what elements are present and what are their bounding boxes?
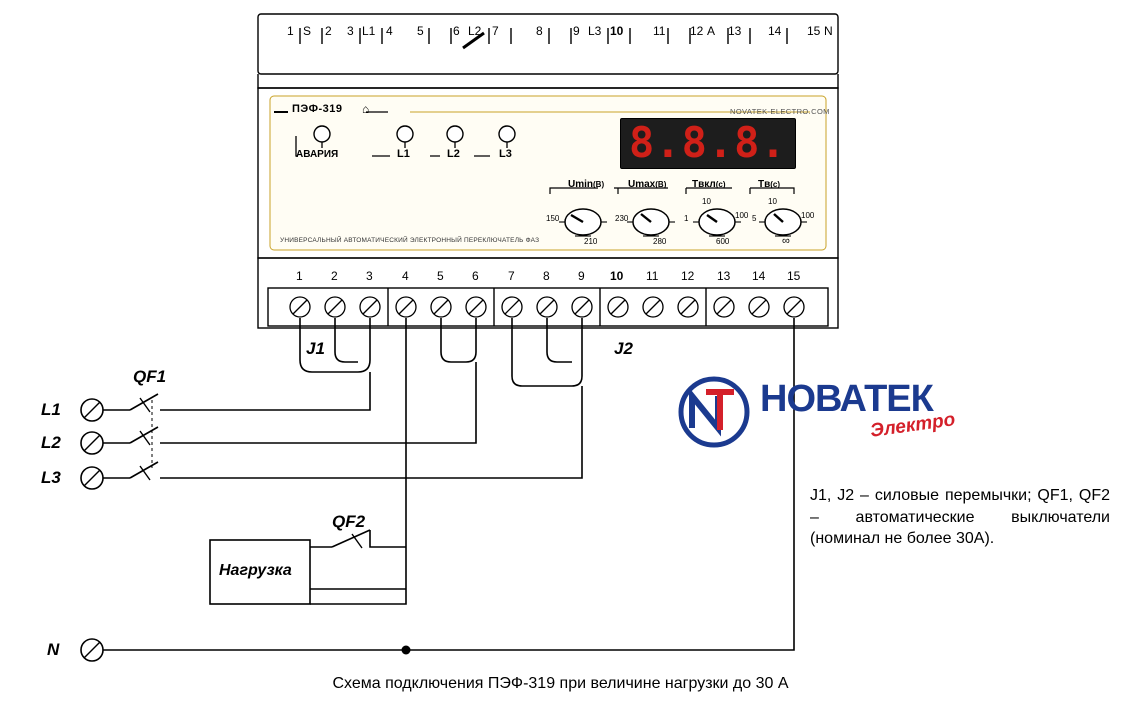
bottom-terminal-num-7: 7: [508, 269, 515, 283]
bottom-terminal-num-6: 6: [472, 269, 479, 283]
top-terminal-mark-l3: L3: [588, 24, 602, 38]
top-terminal-num-9: 9: [573, 24, 580, 38]
top-terminal-num-7: 7: [492, 24, 499, 38]
knob-scale-tvkl-mid2: 100: [735, 211, 749, 220]
top-terminal-num-10: 10: [610, 24, 624, 38]
alarm-label: АВАРИЯ: [296, 149, 339, 160]
top-terminal-num-6: 6: [453, 24, 460, 38]
top-terminal-mark-l1: L1: [362, 24, 376, 38]
bottom-terminal-num-1: 1: [296, 269, 303, 283]
logo-text-sub: Электро: [868, 409, 957, 442]
knob-scale-umin-max: 210: [584, 237, 598, 246]
knob-label-umin: [568, 180, 604, 190]
knob-name-tv: Tв: [758, 179, 771, 190]
top-terminal-mark-s: S: [303, 24, 312, 38]
knob-scale-tvkl-mid: 10: [702, 197, 711, 206]
line-label-l1: L1: [41, 400, 61, 419]
knob-scale-umax-max: 280: [653, 237, 667, 246]
device-footer-text: УНИВЕРСАЛЬНЫЙ АВТОМАТИЧЕСКИЙ ЭЛЕКТРОННЫЙ ПЕРЕКЛЮЧАТЕЛЬ ФАЗ: [280, 237, 540, 244]
bottom-terminal-num-15: 15: [787, 269, 801, 283]
top-terminal-num-12: 12: [690, 24, 704, 38]
bottom-terminal-num-4: 4: [402, 269, 409, 283]
led-label-l1: L1: [397, 148, 410, 160]
knob-unit-umin: (В): [593, 180, 605, 189]
qf1-breaker: [103, 394, 158, 480]
knob-scale-tv-mid2: 100: [801, 211, 815, 220]
bottom-terminal-num-10: 10: [610, 269, 624, 283]
jumper-label-j1: J1: [306, 339, 325, 358]
knob-scale-umin-min: 150: [546, 214, 560, 223]
line-label-l2: L2: [41, 433, 61, 452]
top-terminal-num-2: 2: [325, 24, 332, 38]
top-terminal-mark-n: N: [824, 24, 833, 38]
top-terminal-num-13: 13: [728, 24, 742, 38]
knob-unit-tvkl: (с): [715, 180, 726, 189]
top-terminal-mark-a: A: [707, 24, 716, 38]
knob-label-umax: [628, 180, 666, 190]
knob-name-tvkl: Tвкл: [692, 179, 716, 190]
top-terminal-num-14: 14: [768, 24, 782, 38]
line-label-n: N: [47, 640, 60, 659]
bottom-terminal-num-11: 11: [646, 269, 659, 283]
display-value: 8.8.8.: [629, 118, 787, 167]
top-terminal-num-3: 3: [347, 24, 354, 38]
bottom-terminal-num-2: 2: [331, 269, 338, 283]
novatek-logo: [672, 370, 1002, 460]
knob-scale-tv-min: 5: [752, 214, 757, 223]
figure-caption: Схема подключения ПЭФ-319 при величине нагрузки до 30 А: [332, 675, 789, 692]
brand-url: NOVATEK-ELECTRO.COM: [730, 107, 830, 116]
breaker-label-qf2: QF2: [332, 512, 366, 531]
seven-segment-display: [620, 118, 796, 169]
junction-dot: [402, 646, 411, 655]
top-terminal-num-8: 8: [536, 24, 543, 38]
knob-label-tvkl: [692, 180, 726, 190]
knob-scale-tv-mid: 10: [768, 197, 777, 206]
knob-scale-tvkl-min: 1: [684, 214, 689, 223]
top-terminal-num-4: 4: [386, 24, 393, 38]
source-terminals: [81, 399, 103, 661]
knob-scale-tv-max: ∞: [782, 235, 790, 247]
knob-label-tv: [758, 180, 780, 190]
jumper-label-j2: J2: [614, 339, 633, 358]
bottom-terminal-num-9: 9: [578, 269, 585, 283]
top-terminal-mark-l2: L2: [468, 24, 482, 38]
bottom-terminal-num-8: 8: [543, 269, 550, 283]
knob-scale-tvkl-max: 600: [716, 237, 730, 246]
knob-name-umax: Umax: [628, 179, 656, 190]
led-label-l3: L3: [499, 148, 512, 160]
led-label-l2: L2: [447, 148, 460, 160]
bottom-terminal-num-12: 12: [681, 269, 695, 283]
logo-text-main: НОВАТЕК: [760, 378, 933, 420]
knob-unit-umax: (В): [655, 180, 667, 189]
top-terminal-num-5: 5: [417, 24, 424, 38]
top-terminal-num-15: 15: [807, 24, 821, 38]
top-terminal-num-1: 1: [287, 24, 294, 38]
breaker-label-qf1: QF1: [133, 367, 167, 386]
bottom-terminal-num-5: 5: [437, 269, 444, 283]
din-rail-icon: ⌂: [362, 102, 370, 116]
bottom-terminal-num-14: 14: [752, 269, 766, 283]
led-indicator-row: [280, 122, 540, 172]
knob-scale-umax-min: 230: [615, 214, 629, 223]
device-model-label: ПЭФ-319: [292, 103, 343, 115]
qf2-breaker: [310, 530, 406, 548]
bottom-terminal-num-13: 13: [717, 269, 731, 283]
bottom-terminal-num-3: 3: [366, 269, 373, 283]
load-label: Нагрузка: [219, 562, 292, 579]
legend-note: J1, J2 – силовые перемычки; QF1, QF2 – автоматические выключатели (номинал не более 30А).: [810, 487, 1110, 548]
line-label-l3: L3: [41, 468, 61, 487]
top-terminal-num-11: 11: [653, 24, 666, 38]
knob-unit-tv: (с): [770, 180, 781, 189]
knob-name-umin: Umin: [568, 179, 593, 190]
